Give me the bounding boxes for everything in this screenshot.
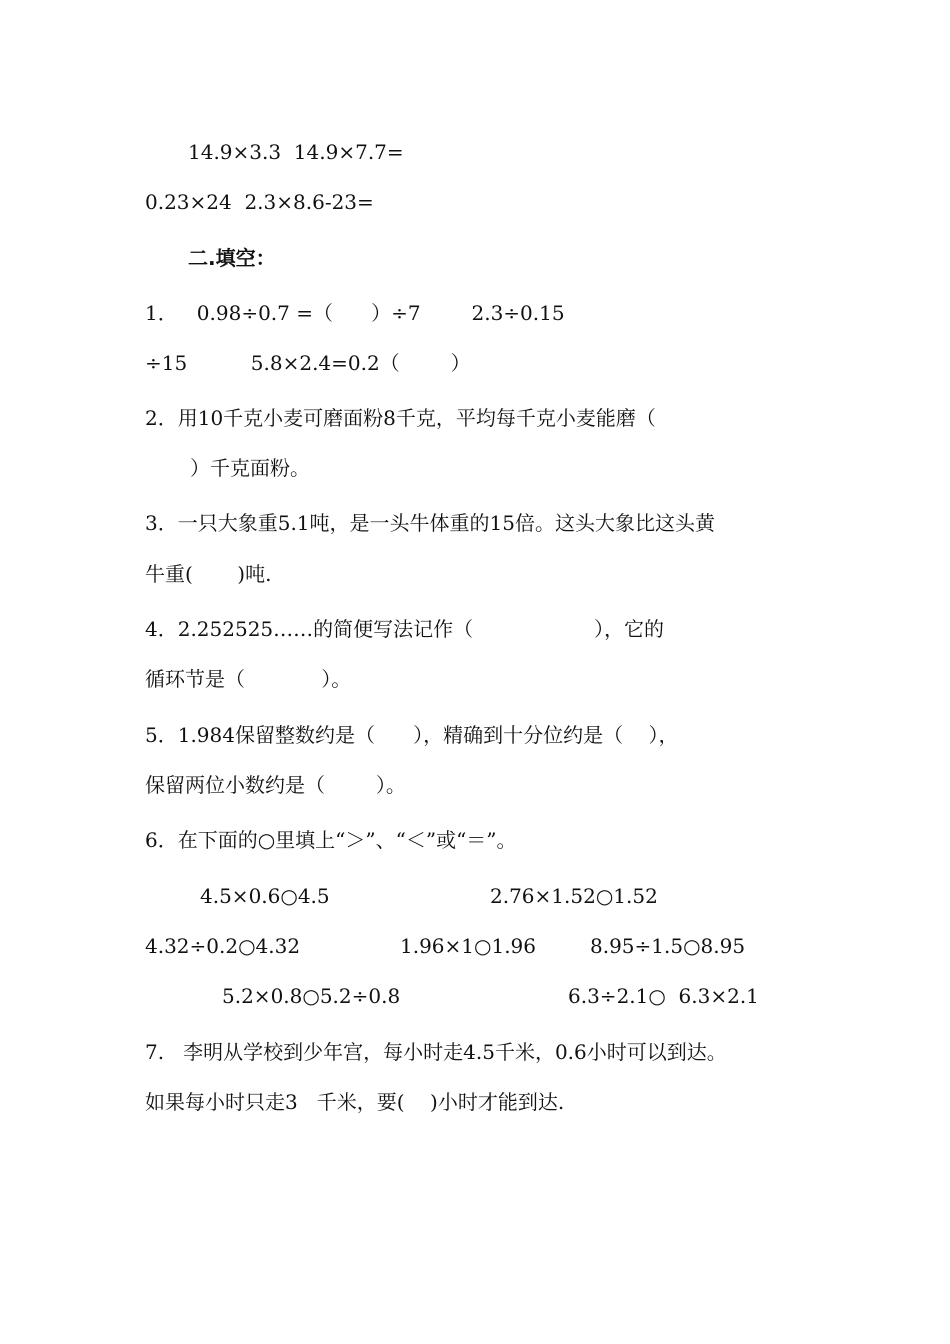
question-3-line-2: 牛重( )吨. xyxy=(145,562,272,586)
question-5-line-2: 保留两位小数约是（ ）。 xyxy=(145,773,406,797)
question-2-line-2: ）千克面粉。 xyxy=(190,456,310,480)
comparison-6: 5.2×0.8○5.2÷0.8 xyxy=(222,984,401,1008)
question-4-line-2: 循环节是（ ）。 xyxy=(145,667,352,691)
comparison-3: 4.32÷0.2○4.32 xyxy=(145,934,301,958)
comparison-5: 8.95÷1.5○8.95 xyxy=(590,934,746,958)
question-7-line-2: 如果每小时只走3 千米，要( )小时才能到达. xyxy=(145,1090,565,1114)
question-7-line-1: 7. 李明从学校到少年宫，每小时走4.5千米，0.6小时可以到达。 xyxy=(145,1040,727,1064)
comparison-1: 4.5×0.6○4.5 xyxy=(200,884,330,908)
comparison-2: 2.76×1.52○1.52 xyxy=(490,884,658,908)
question-2-line-1: 2．用10千克小麦可磨面粉8千克，平均每千克小麦能磨（ xyxy=(145,406,656,430)
question-5-line-1: 5．1.984保留整数约是（ ），精确到十分位约是（ ）， xyxy=(145,723,679,747)
question-1-line-2: ÷15 5.8×2.4=0.2（ ） xyxy=(145,351,471,375)
comparison-7: 6.3÷2.1○ 6.3×2.1 xyxy=(568,984,759,1008)
question-6-instruction: 6．在下面的○里填上“＞”、“＜”或“＝”。 xyxy=(145,828,517,852)
question-1-line-1: 1． 0.98÷0.7 =（ ）÷7 2.3÷0.15 xyxy=(145,301,565,325)
comparison-4: 1.96×1○1.96 xyxy=(400,934,536,958)
calc-line-2: 0.23×24 2.3×8.6-23= xyxy=(145,190,374,214)
section-heading-fill-in: 二.填空： xyxy=(188,246,276,270)
question-4-line-1: 4．2.252525……的简便写法记作（ ），它的 xyxy=(145,617,664,641)
question-3-line-1: 3．一只大象重5.1吨，是一头牛体重的15倍。这头大象比这头黄 xyxy=(145,511,715,535)
calc-line-1: 14.9×3.3 14.9×7.7= xyxy=(188,140,404,164)
